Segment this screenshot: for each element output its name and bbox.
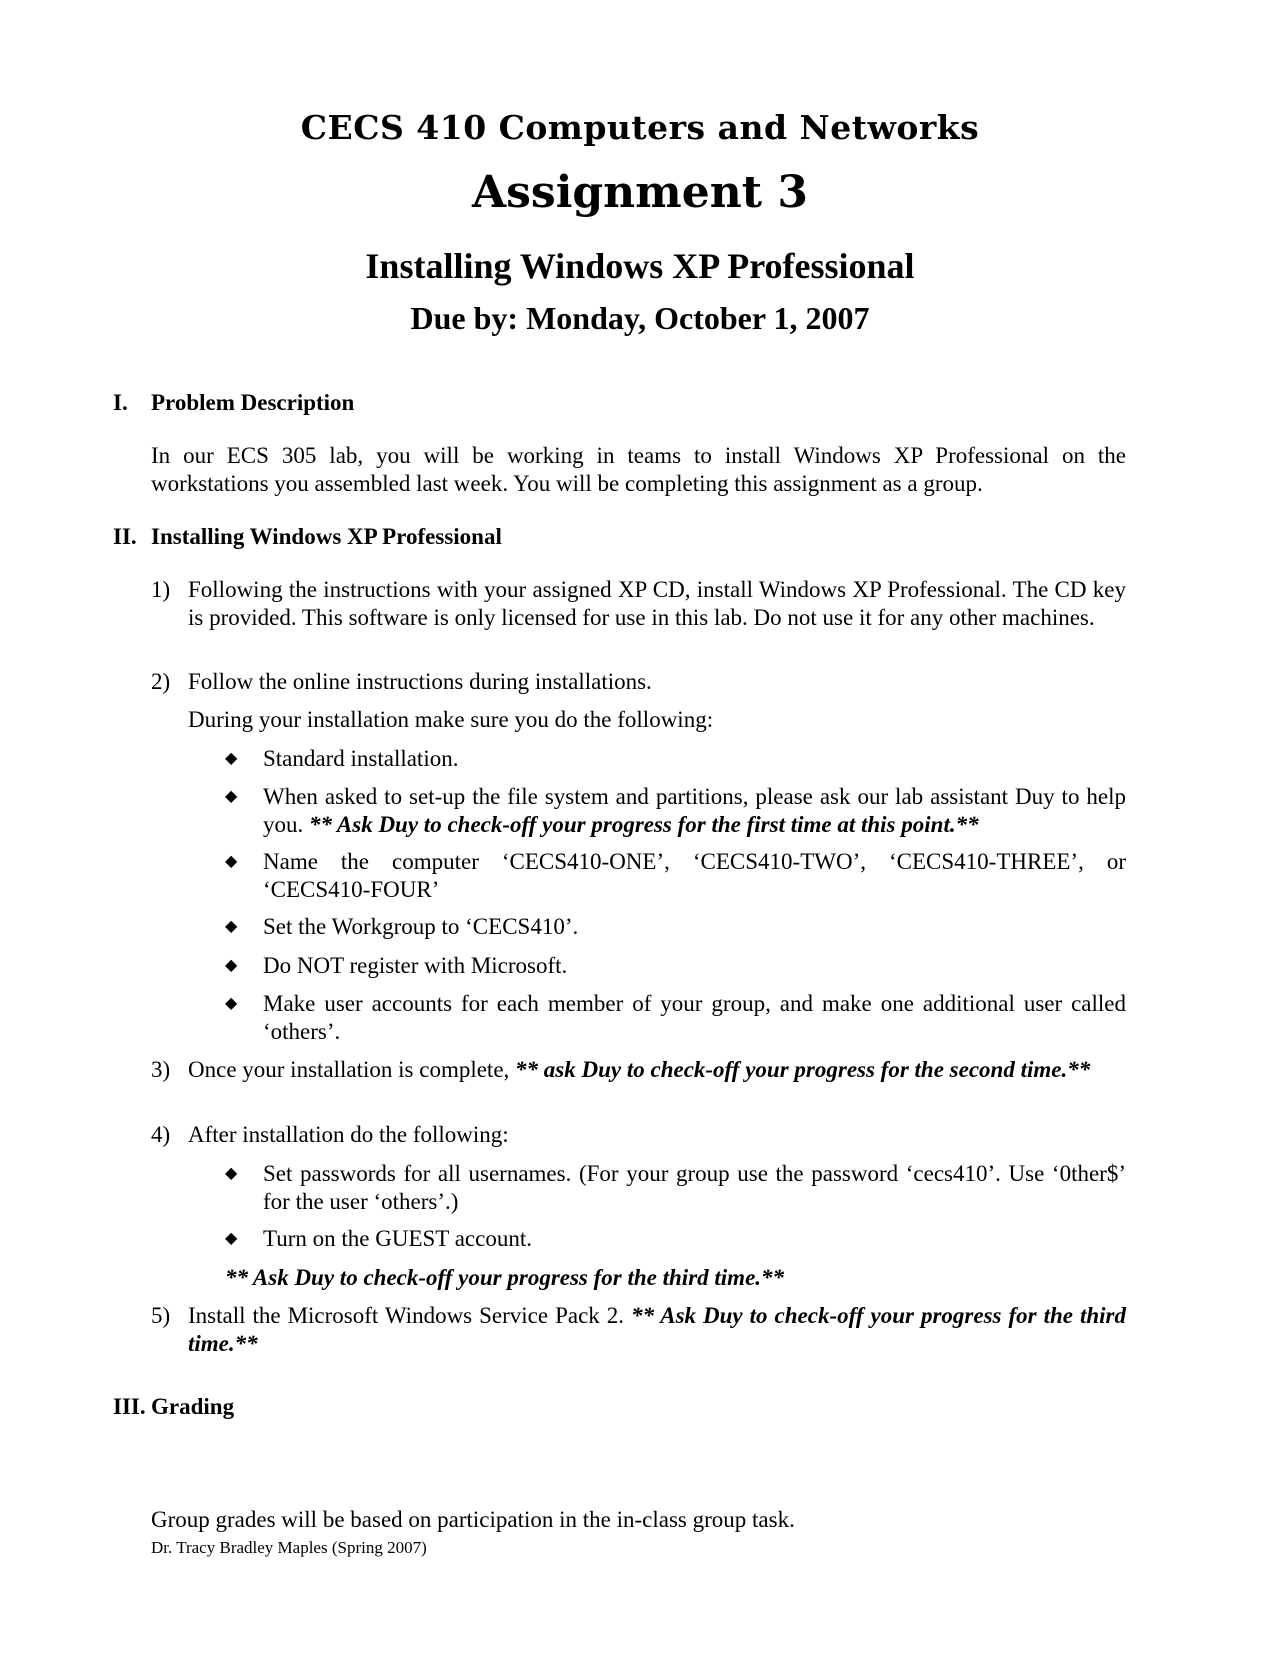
list-number: 2)	[151, 669, 171, 694]
list-item-text: Following the instructions with your assigned XP CD, install Windows XP Professional. The CD key is provided. This software is only licensed for use in this lab. Do not use it for any other machines.	[188, 577, 1126, 630]
list-item-text	[188, 1302, 1126, 1358]
bullet-text	[263, 783, 1126, 839]
installation-intro: During your installation make sure you do the following:	[188, 707, 714, 732]
section-heading-problem	[113, 390, 354, 416]
section-number: II.	[113, 524, 137, 549]
bullet-text: Name the computer ‘CECS410-ONE’, ‘CECS410-TWO’, ‘CECS410-THREE’, or ‘CECS410-FOUR’	[263, 849, 1126, 902]
diamond-bullet-icon: ◆	[225, 1230, 238, 1247]
list-item-text	[188, 1056, 1126, 1084]
assignment-title: Assignment 3	[472, 167, 808, 218]
problem-description-paragraph: In our ECS 305 lab, you will be working in teams to install Windows XP Professional on the workstations you assembled last week. You will be completing this assignment as a group.	[151, 443, 1126, 496]
page-footer: Dr. Tracy Bradley Maples (Spring 2007)	[151, 1538, 427, 1557]
bullet-item	[225, 913, 1126, 941]
checkoff-instruction: ** Ask Duy to check-off your progress for the first time at this point.**	[309, 812, 979, 837]
checkoff-instruction: ** ask Duy to check-off your progress for the second time.**	[515, 1057, 1091, 1082]
list-number: 1)	[151, 577, 171, 602]
section-title: Problem Description	[151, 390, 355, 415]
due-date: Due by: Monday, October 1, 2007	[410, 300, 870, 336]
assignment-subtitle: Installing Windows XP Professional	[365, 246, 915, 286]
diamond-bullet-icon: ◆	[225, 788, 238, 805]
bullet-text: Make user accounts for each member of your group, and make one additional user called ‘others’.	[263, 991, 1126, 1044]
checkoff-note: ** Ask Duy to check-off your progress for the third time.**	[225, 1265, 785, 1290]
bullet-item	[225, 1225, 1126, 1253]
section-title: Grading	[151, 1394, 235, 1419]
list-number: 4)	[151, 1122, 171, 1147]
section-title: Installing Windows XP Professional	[151, 524, 502, 549]
checkoff-instruction: ** Ask Duy to check-off your progress for the third time.**	[188, 1303, 1127, 1356]
section-heading-installing	[113, 524, 502, 550]
section-number: I.	[113, 390, 128, 415]
section-number: III.	[113, 1394, 146, 1419]
bullet-text-plain: When asked to set-up the file system and partitions, please ask our lab assistant Duy to help you.	[263, 784, 1126, 837]
diamond-bullet-icon: ◆	[225, 853, 238, 870]
bullet-item	[225, 990, 1126, 1046]
list-number: 5)	[151, 1303, 171, 1328]
bullet-text: Standard installation.	[263, 746, 459, 771]
diamond-bullet-icon: ◆	[225, 750, 238, 767]
section-heading-grading	[113, 1394, 234, 1420]
list-item-2	[151, 668, 1126, 696]
diamond-bullet-icon: ◆	[225, 1165, 238, 1182]
list-item-text-plain: Once your installation is complete,	[188, 1057, 510, 1082]
bullet-text: Turn on the GUEST account.	[263, 1226, 532, 1251]
diamond-bullet-icon: ◆	[225, 918, 238, 935]
list-item-text-plain: Install the Microsoft Windows Service Pack 2.	[188, 1303, 625, 1328]
list-item-1	[151, 576, 1126, 632]
bullet-item	[225, 1160, 1126, 1216]
bullet-text: Set passwords for all usernames. (For your group use the password ‘cecs410’. Use ‘0ther$’ for the user ‘others’.)	[263, 1161, 1126, 1214]
diamond-bullet-icon: ◆	[225, 957, 238, 974]
bullet-item	[225, 848, 1126, 904]
bullet-item	[225, 745, 1126, 773]
list-item-3	[151, 1056, 1126, 1084]
list-item-5	[151, 1302, 1126, 1358]
diamond-bullet-icon: ◆	[225, 995, 238, 1012]
list-item-text: Follow the online instructions during installations.	[188, 669, 652, 694]
list-item-4	[151, 1121, 1126, 1149]
list-item-text: After installation do the following:	[188, 1122, 509, 1147]
bullet-item	[225, 783, 1126, 839]
list-number: 3)	[151, 1057, 171, 1082]
bullet-item	[225, 952, 1126, 980]
bullet-text: Do NOT register with Microsoft.	[263, 953, 568, 978]
course-title: CECS 410 Computers and Networks	[300, 108, 980, 147]
grading-paragraph: Group grades will be based on participation in the in-class group task.	[151, 1507, 795, 1532]
bullet-text: Set the Workgroup to ‘CECS410’.	[263, 914, 579, 939]
